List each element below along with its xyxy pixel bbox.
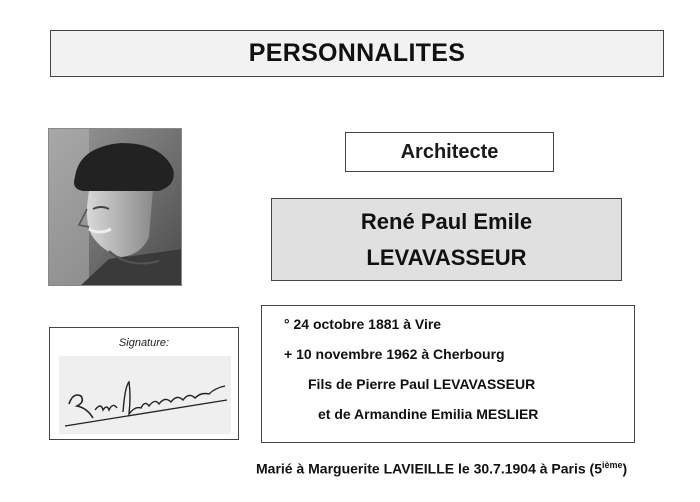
portrait-image (49, 129, 182, 286)
signature-label: Signature: (118, 337, 170, 349)
mother-info: et de Armandine Emilia MESLIER (318, 406, 539, 422)
name-box (271, 198, 622, 281)
header-banner (50, 30, 664, 77)
surname: LEVAVASSEUR (366, 244, 527, 270)
portrait-photo (48, 128, 182, 286)
page-title: PERSONNALITES (248, 39, 466, 67)
profession-box (345, 132, 554, 172)
marriage-superscript: ième (602, 460, 623, 470)
life-info-box (261, 305, 635, 443)
first-names: René Paul Emile (360, 208, 533, 234)
marriage-text: Marié à Marguerite LAVIEILLE le 30.7.1904 à Paris (5 (256, 460, 603, 477)
father-info: Fils de Pierre Paul LEVAVASSEUR (308, 376, 536, 392)
marriage-info (256, 460, 627, 477)
birth-info: ° 24 octobre 1881 à Vire (284, 316, 442, 332)
death-info: + 10 novembre 1962 à Cherbourg (284, 346, 505, 362)
signature-box (49, 327, 239, 440)
signature-image (59, 356, 231, 434)
profession-label: Architecte (400, 140, 499, 163)
marriage-suffix: ) (622, 460, 628, 477)
